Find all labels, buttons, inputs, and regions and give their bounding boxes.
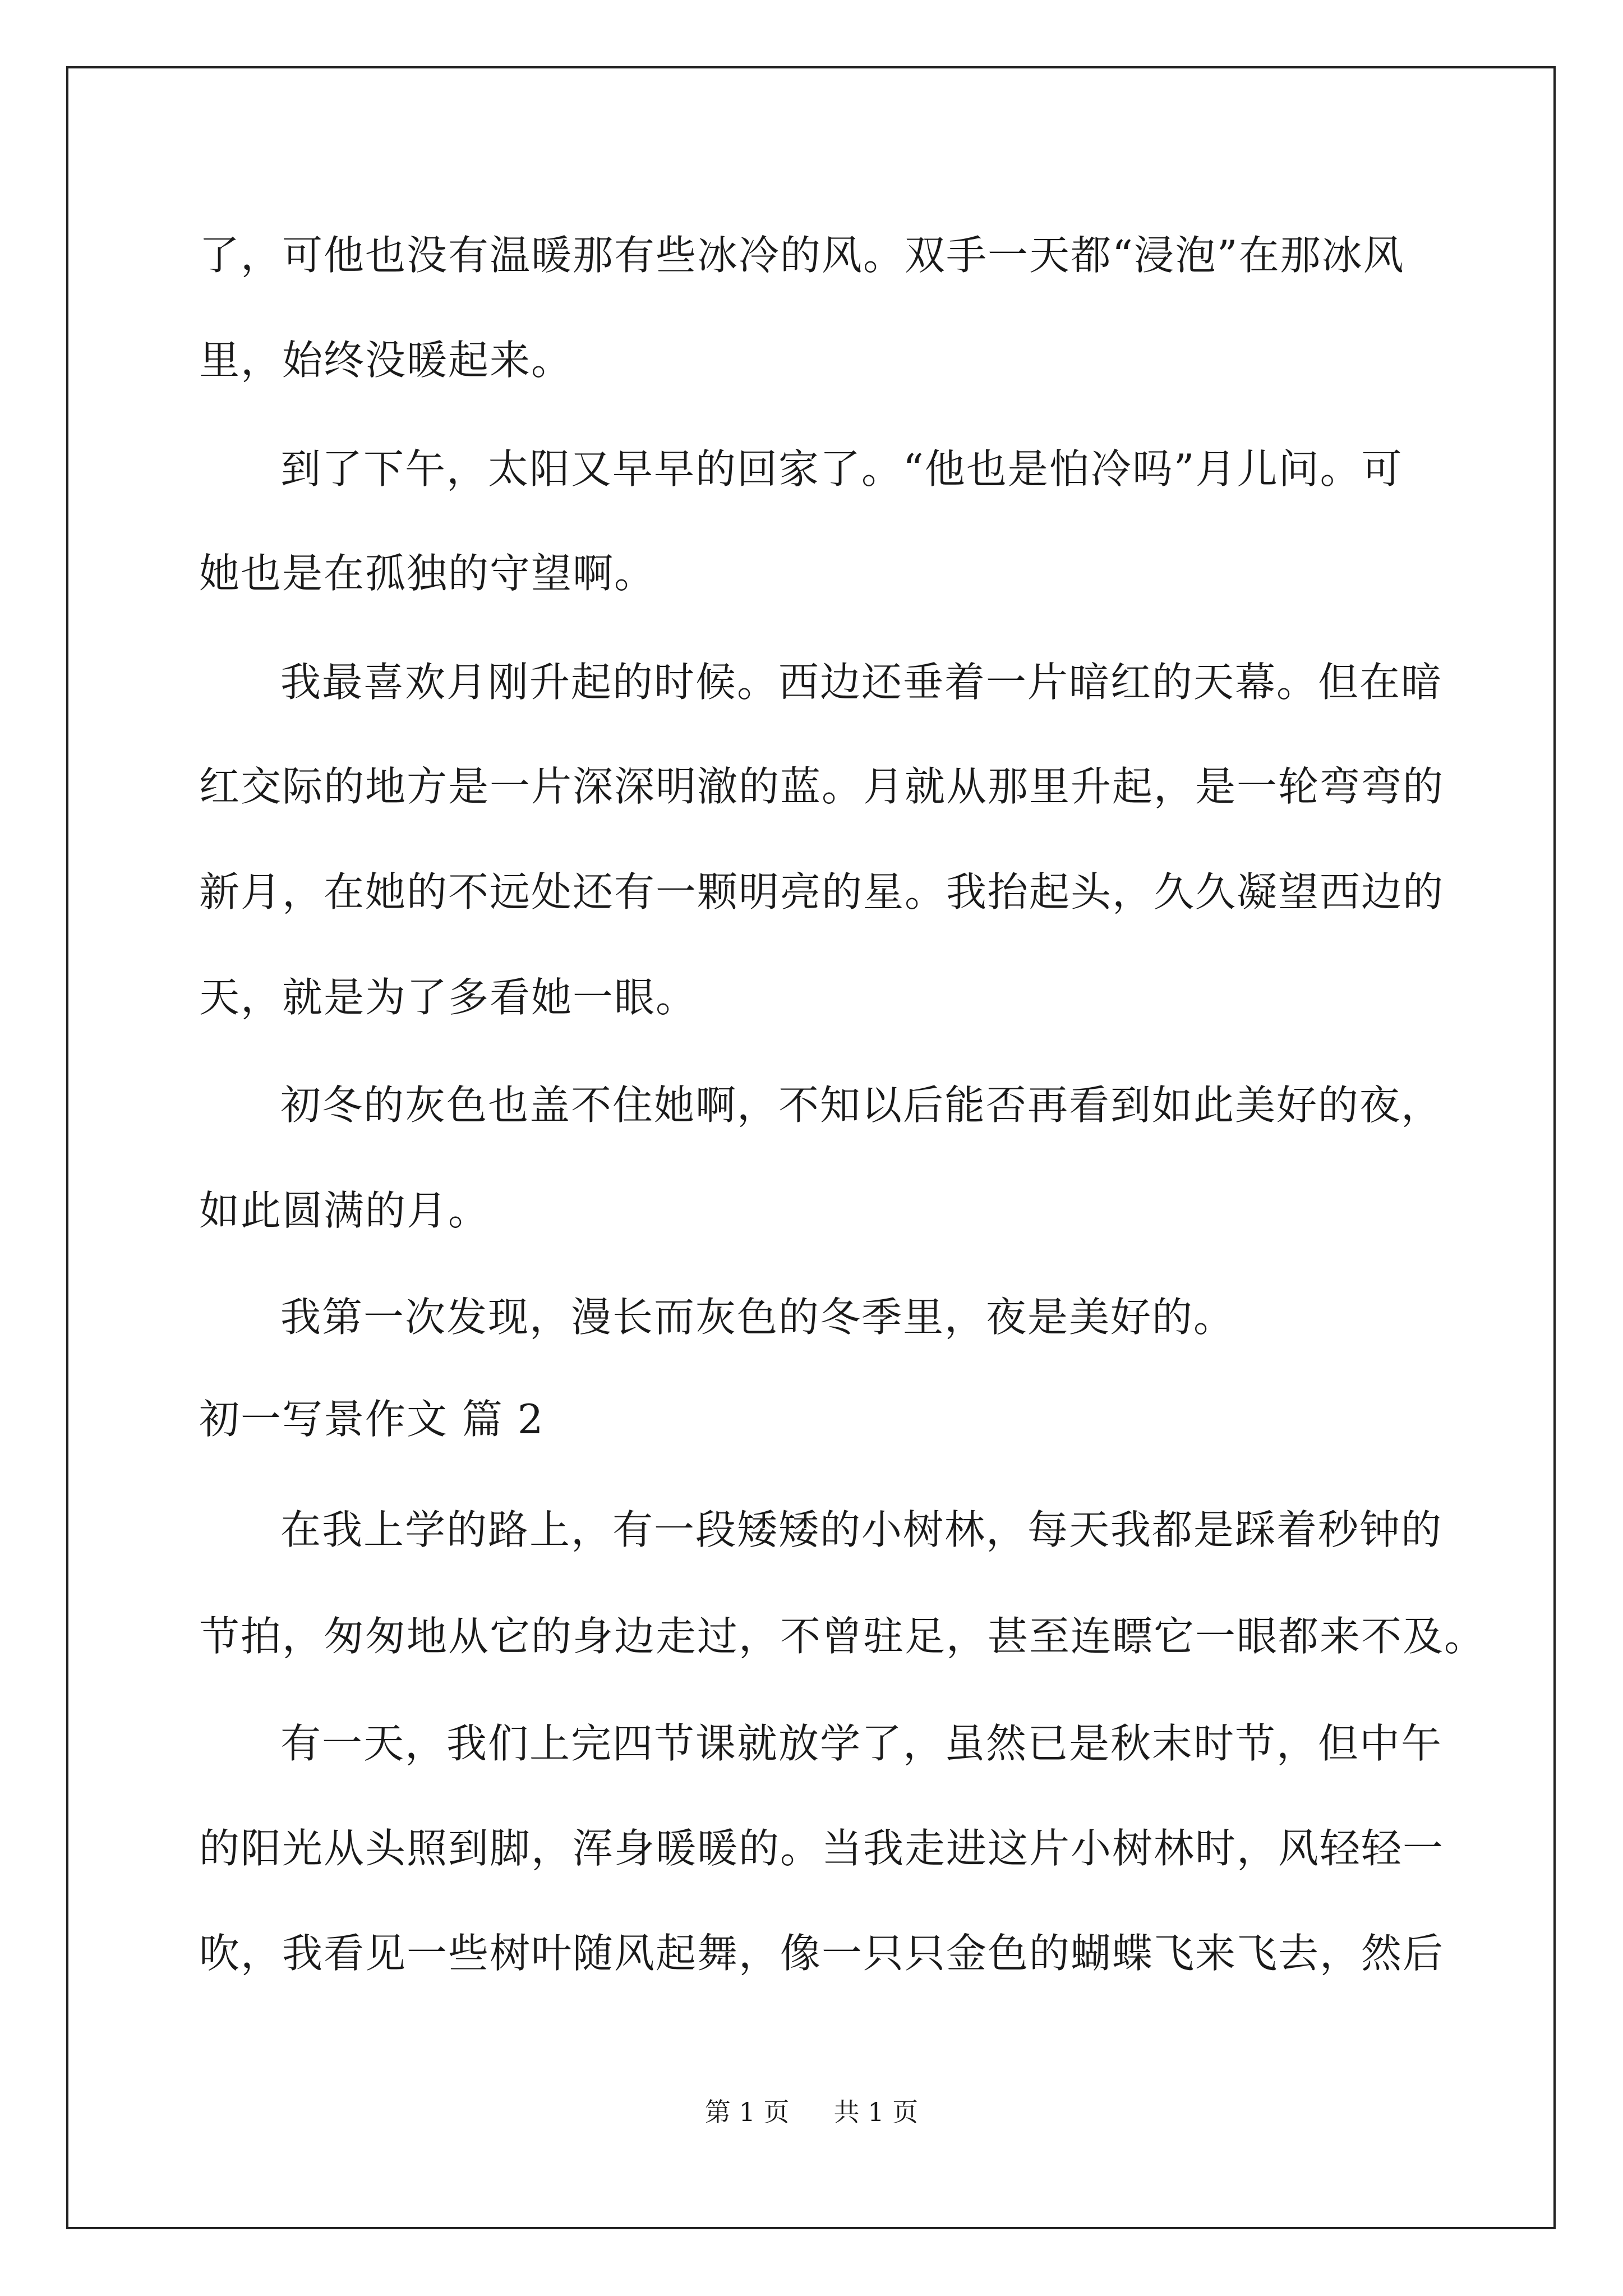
- body-text-line: 她也是在孤独的守望啊。: [199, 550, 656, 597]
- body-text-line: 的阳光从头照到脚，浑身暖暖的。当我走进这片小树林时，风轻轻一: [199, 1825, 1445, 1872]
- body-text-line: 天，就是为了多看她一眼。: [199, 974, 698, 1021]
- body-text-line: 有一天，我们上完四节课就放学了，虽然已是秋末时节，但中午: [280, 1720, 1443, 1767]
- body-text-line: 我最喜欢月刚升起的时候。西边还垂着一片暗红的天幕。但在暗: [280, 659, 1443, 706]
- body-text-line: 如此圆满的月。: [199, 1187, 490, 1234]
- body-text-line: 初冬的灰色也盖不住她啊，不知以后能否再看到如此美好的夜，: [280, 1082, 1443, 1129]
- page-footer: [0, 2095, 1623, 2129]
- page-border: [66, 66, 1556, 2229]
- body-text-line: 到了下午，太阳又早早的回家了。“他也是怕冷吗”月儿问。可: [280, 445, 1403, 493]
- body-text-line: 在我上学的路上，有一段矮矮的小树林，每天我都是踩着秒钟的: [280, 1506, 1443, 1553]
- page-total: 共 1 页: [833, 2097, 919, 2127]
- body-text-line: 红交际的地方是一片深深明澈的蓝。月就从那里升起，是一轮弯弯的: [199, 763, 1445, 810]
- body-text-line: 里，始终没暖起来。: [199, 337, 573, 384]
- body-text-line: 了，可他也没有温暖那有些冰冷的风。双手一天都“浸泡”在那冰风: [199, 232, 1405, 279]
- body-text-line: 我第一次发现，漫长而灰色的冬季里，夜是美好的。: [280, 1294, 1235, 1341]
- section-heading: 初一写景作文 篇 2: [199, 1396, 545, 1443]
- body-text-line: 吹，我看见一些树叶随风起舞，像一只只金色的蝴蝶飞来飞去，然后: [199, 1930, 1445, 1977]
- page-number: 第 1 页: [704, 2097, 790, 2127]
- body-text-line: 新月，在她的不远处还有一颗明亮的星。我抬起头，久久凝望西边的: [199, 868, 1445, 915]
- body-text-line: 节拍，匆匆地从它的身边走过，不曾驻足，甚至连瞟它一眼都来不及。: [199, 1613, 1486, 1660]
